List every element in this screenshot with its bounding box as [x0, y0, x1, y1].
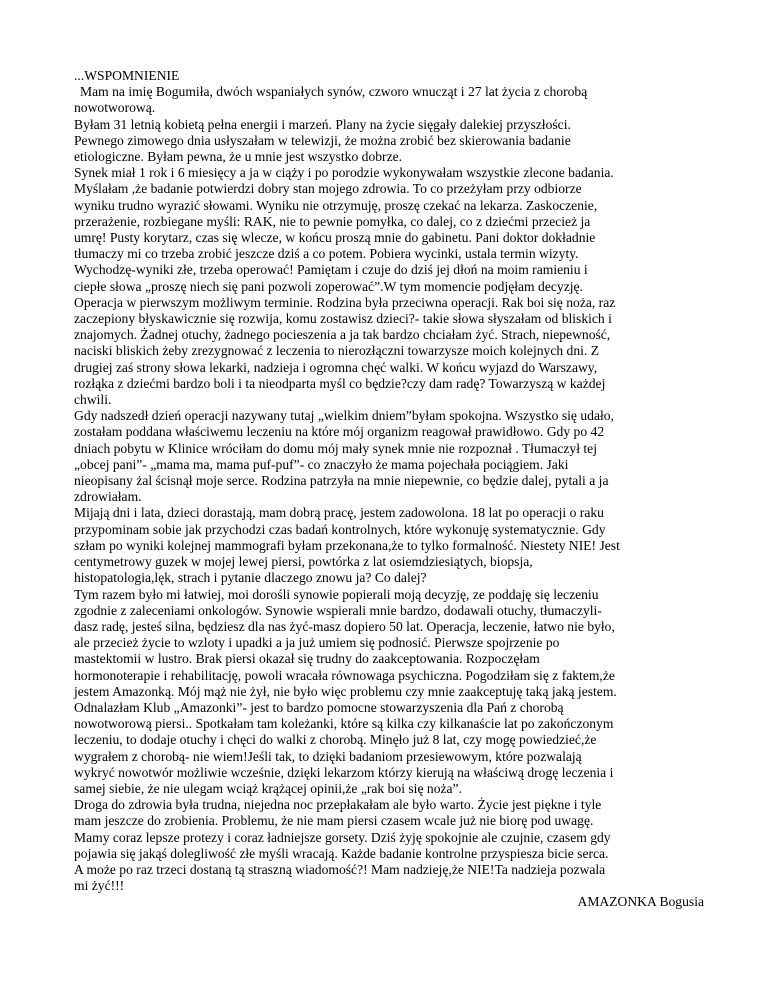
- text-line: chwili.: [74, 392, 112, 408]
- text-line: pojawia się jakąś dolegliwość złe myśli wracają. Każde badanie kontrolne przyspiesza bicie serca.: [74, 845, 609, 861]
- text-line: naciski bliskich żeby zrezygnować z leczenia to nierozłączni towarzysze moich kolejnych dni. Z: [74, 343, 600, 359]
- text-line: ale przecież życie to wzloty i upadki a ja już umiem się podnosić. Pierwsze spojrzenie po: [74, 635, 560, 651]
- text-line: mastektomii w lustro. Brak piersi okazał się trudny do zaakceptowania. Rozpoczęłam: [74, 651, 540, 667]
- text-line: A może po raz trzeci dostaną tą straszną wiadomość?! Mam nadzieję,że NIE!Ta nadzieja pozwala: [74, 861, 606, 877]
- text-line: Mamy coraz lepsze protezy i coraz ładniejsze gorsety. Dziś żyję spokojnie ale czujnie, czasem gdy: [74, 829, 611, 845]
- text-line: mam jeszcze do zrobienia. Problemu, że nie mam piersi czasem wcale już nie biorę pod uwagę.: [74, 813, 594, 829]
- text-line: szłam po wyniki kolejnej mammografi byłam przekonana,że to tylko formalność. Niestety NIE! Jest: [74, 537, 620, 553]
- text-line: dniach pobytu w Klinice wróciłam do domu mój mały synek mnie nie rozpoznał . Tłumaczył tej: [74, 440, 597, 456]
- text-line: etiologiczne. Byłam pewna, że u mnie jest wszystko dobrze.: [74, 149, 403, 165]
- text-line: znajomych. Żadnej otuchy, żadnego pocieszenia a ja tak bardzo chciałam żyć. Strach, niepewność,: [74, 327, 611, 343]
- text-line: zostałam poddana właściwemu leczeniu na które mój organizm reagował prawidłowo. Gdy po 42: [74, 424, 605, 440]
- text-line: dasz radę, jesteś silna, będziesz dla nas żyć-masz dopiero 50 lat. Operacja, leczenie, łatwo nie było,: [74, 618, 615, 634]
- text-line: Droga do zdrowia była trudna, niejedna noc przepłakałam ale było warto. Życie jest piękne i tyle: [74, 797, 602, 813]
- text-line: Byłam 31 letnią kobietą pełna energii i marzeń. Plany na życie sięgały dalekiej przyszłości.: [74, 116, 571, 132]
- text-line: wykryć nowotwór możliwie wcześnie, dzięki lekarzom którzy kierują na właściwą drogę leczenia i: [74, 764, 614, 780]
- text-line: zaczepiony błyskawicznie się rozwija, komu zostawisz dzieci?- takie słowa słyszałam od bliskich i: [74, 311, 612, 327]
- text-line: przerażenie, rozbiegane myśli: RAK, nie to pewnie pomyłka, co dalej, co z dziećmi przecież ja: [74, 213, 591, 229]
- text-line: Odnalazłam Klub „Amazonki”- jest to bardzo pomocne stowarzyszenia dla Pań z chorobą: [74, 699, 564, 715]
- text-line: Wychodzę-wyniki złe, trzeba operować! Pamiętam i czuje do dziś jej dłoń na moim ramieniu i: [74, 262, 588, 278]
- text-line: wygrałem z chorobą- nie wiem!Jeśli tak, to dzięki badaniom przesiewowym, które pozwalają: [74, 748, 582, 764]
- signature: AMAZONKA Bogusia: [577, 894, 704, 910]
- text-line: nowotworową piersi.. Spotkałam tam koleżanki, które są kilka czy kilkanaście lat po zakończonym: [74, 716, 614, 732]
- text-line: leczeniu, to dodaje otuchy i chęci do walki z chorobą. Minęło już 8 lat, czy mogę powiedzieć,że: [74, 732, 597, 748]
- text-line: przypominam sobie jak przychodzi czas badań kontrolnych, które wykonuję systematycznie. Gdy: [74, 521, 606, 537]
- text-line: samej siebie, że nie ulegam wciąż krążącej opinii,że „rak boi się noża”.: [74, 780, 462, 796]
- text-line: umrę! Pusty korytarz, czas się wlecze, w końcu proszą mnie do gabinetu. Pani doktor dokładnie: [74, 230, 596, 246]
- document-title: ...WSPOMNIENIE: [74, 68, 180, 83]
- text-line: Synek miał 1 rok i 6 miesięcy a ja w ciąży i po porodzie wykonywałam wszystkie zlecone badania.: [74, 165, 614, 181]
- text-line: mi żyć!!!: [74, 878, 125, 894]
- text-line: zgodnie z zaleceniami onkologów. Synowie wspierali mnie bardzo, dodawali otuchy, tłumaczyli-: [74, 602, 602, 618]
- text-line: Gdy nadszedł dzień operacji nazywany tutaj „wielkim dniem”byłam spokojna. Wszystko się udało,: [74, 408, 614, 424]
- text-line: Mijają dni i lata, dzieci dorastają, mam dobrą pracę, jestem zadowolona. 18 lat po operacji o raku: [74, 505, 604, 521]
- text-line: zdrowiałam.: [74, 489, 142, 505]
- text-line: Mam na imię Bogumiła, dwóch wspaniałych synów, czworo wnucząt i 27 lat życia z chorobą: [80, 84, 588, 100]
- text-line: hormonoterapie i rehabilitację, powoli wracała równowaga psychiczna. Pogodziłam się z faktem,że: [74, 667, 615, 683]
- text-line: tłumaczy mi co trzeba zrobić jeszcze dziś a co potem. Pobiera wycinki, ustala termin wizyty.: [74, 246, 579, 262]
- document-body: [74, 68, 710, 911]
- text-line: wyniku trudno wyrazić słowami. Wyniku nie otrzymuję, proszę czekać na lekarza. Zaskoczenie,: [74, 197, 598, 213]
- text-line: „obcej pani”- „mama ma, mama puf-puf”- co znaczyło że mama pojechała pociągiem. Jaki: [74, 456, 569, 472]
- text-line: nowotworową.: [74, 100, 156, 116]
- text-line: rozłąka z dziećmi bardzo boli i ta nieodparta myśl co będzie?czy dam radę? Towarzyszą w każdej: [74, 375, 606, 391]
- text-line: histopatologia,lęk, strach i pytanie dlaczego znowu ja? Co dalej?: [74, 570, 427, 586]
- text-line: Pewnego zimowego dnia usłyszałam w telewizji, że można zrobić bez skierowania badanie: [74, 132, 571, 148]
- text-line: jestem Amazonką. Mój mąż nie żył, nie było więc problemu czy mnie zaakceptuję taką jaką jestem.: [74, 683, 617, 699]
- text-line: ciepłe słowa „proszę niech się pani pozwoli zoperować”.W tym momencie podjęłam decyzję.: [74, 278, 583, 294]
- text-line: Myślałam ,że badanie potwierdzi dobry stan mojego zdrowia. To co przeżyłam przy odbiorze: [74, 181, 582, 197]
- text-line: drugiej zaś strony słowa lekarki, nadzieja i ogromna chęć walki. W końcu wyjazd do Warszawy,: [74, 359, 598, 375]
- text-line: nieopisany żal ścisnął moje serce. Rodzina patrzyła na mnie niepewnie, co będzie dalej, pytali a ja: [74, 473, 609, 489]
- text-line: Operacja w pierwszym możliwym terminie. Rodzina była przeciwna operacji. Rak boi się noża, raz: [74, 294, 616, 310]
- text-line: centymetrowy guzek w mojej lewej piersi, powtórka z lat osiemdziesiątych, biopsja,: [74, 554, 533, 570]
- text-line: Tym razem było mi łatwiej, moi dorośli synowie popierali moją decyzję, ze poddaję się leczeniu: [74, 586, 599, 602]
